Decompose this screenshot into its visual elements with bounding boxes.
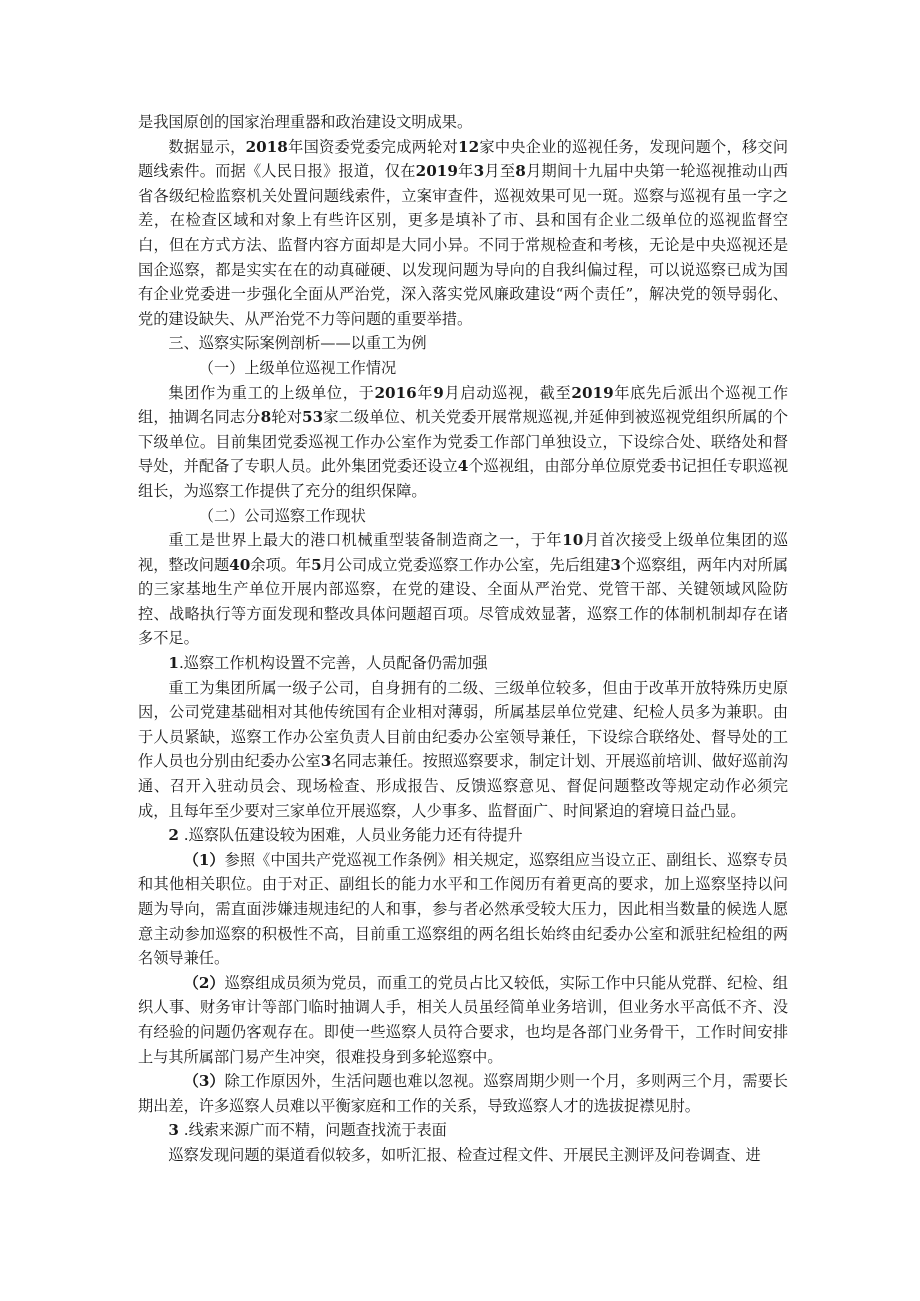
bold-text-run: 53: [302, 408, 324, 427]
item-number: 3: [168, 1121, 179, 1140]
bold-text-run: 8: [260, 408, 272, 427]
item-heading-3: [138, 1118, 788, 1143]
text-run: 年底先后派出个巡视工作组，抽调名同志分: [138, 383, 789, 427]
text-run: 月首次接受上级单位集团的巡视，整改问题: [138, 531, 789, 574]
bold-text-run: 2016: [374, 383, 417, 402]
text-run: 月公司成立党委巡察工作办公室，先后组建: [321, 555, 611, 574]
bold-text-run: （2）: [183, 973, 225, 992]
bold-text-run: 40: [229, 555, 251, 574]
text-run: 家二级单位、机关党委开展常规巡视,并延伸到被巡视党组织所属的个下级单位。目前集团党委巡视工作办公室作为党委工作部门单独设立，下设综合处、联络处和督导处，并配备了专职人员。此外集团党委还设立: [138, 408, 789, 476]
text-run: 余项。年: [250, 555, 312, 574]
text-run: 月期间十九届中央第一轮巡视推动山西省各级纪检监察机关处置问题线索件，立案审查件，巡视效果可见一斑。巡察与巡视有虽一字之差，在检查区域和对象上有些许区别，更多是填补了市、县和国有企业二级单位的巡视监督空白，但在方式方法、监督内容方面却是大同小异。不同于常规检查和考核，无论是中央巡视还是国企巡察，都是实实在在的动真碰硬、以发现问题为导向的自我纠偏过程，可以说巡察已成为国有企业党委进一步强化全面从严治党，深入落实党风廉政建设“两个责任”，解决党的领导弱化、党的建设缺失、从严治党不力等问题的重要举措。: [138, 162, 789, 328]
bold-text-run: 2019: [571, 383, 614, 402]
text-run: 年: [416, 383, 434, 402]
bold-text-run: 5: [311, 555, 322, 574]
bold-text-run: 8: [515, 162, 526, 181]
bold-text-run: 2018: [245, 137, 288, 156]
document-body: [138, 110, 788, 1168]
bold-text-run: 3: [320, 752, 332, 771]
item-heading-text: .线索来源广而不精，问题查找流于表面: [178, 1121, 447, 1140]
text-run: 个巡视组，由部分单位原党委书记担任专职巡视组长，为巡察工作提供了充分的组织保障。: [138, 457, 789, 500]
bold-text-run: 9: [433, 383, 444, 402]
text-run: 重工为集团所属一级子公司，自身拥有的二级、三级单位较多，但由于改革开放特殊历史原因，公司党建基础相对其他传统国有企业相对薄弱，所属基层单位党建、纪检人员多为兼职。由于人员紧缺，巡察工作办公室负责人目前由纪委办公室领导兼任，下设综合联络处、督导处的工作人员也分别由纪委办公室: [138, 678, 788, 771]
paragraph-intro-tail: 是我国原创的国家治理重器和政治建设文明成果。: [138, 113, 473, 131]
subheading-3-1: （一）上级单位巡视工作情况: [198, 358, 397, 377]
text-run: 参照《中国共产党巡视工作条例》相关规定，巡察组应当设立正、副组长、巡察专员和其他相关职位。由于对正、副组长的能力水平和工作阅历有着更高的要求，加上巡察坚持以问题为导向，需直面涉嫌违规违纪的人和事，参与者必然承受较大压力，因此相当数量的候选人愿意主动参加巡察的积极性不高，目前重工巡察组的两名组长始终由纪委办公室和派驻纪检组的两名领导兼任。: [138, 850, 788, 968]
item-heading-text: .巡察工作机构设置不完善，人员配备仍需加强: [178, 654, 488, 673]
bold-text-run: 3: [610, 555, 621, 574]
paragraph-item-3: 巡察发现问题的渠道看似较多，如听汇报、检查过程文件、开展民主测评及问卷调查、进: [168, 1145, 761, 1164]
bold-text-run: 10: [562, 531, 584, 550]
item-number: 2: [168, 826, 179, 845]
text-run: 月至: [484, 162, 516, 181]
paragraph-group-inspection: [138, 381, 788, 504]
item-heading-1: [138, 651, 788, 676]
text-run: 数据显示，: [168, 137, 246, 156]
text-run: 重工是世界上最大的港口机械重型装备制造商之一，于年: [168, 531, 563, 550]
bold-text-run: 12: [458, 137, 480, 156]
text-run: 巡察组成员须为党员，而重工的党员占比又较低，实际工作中只能从党群、纪检、组织人事、财务审计等部门临时抽调人手，相关人员虽经简单业务培训，但业务水平高低不齐、没有经验的问题仍客观存在。即使一些巡察人员符合要求，也均是各部门业务骨干，工作时间安排上与其所属部门易产生冲突，很难投身到多轮巡察中。: [138, 973, 788, 1066]
section-heading-3: 三、巡察实际案例剖析——以重工为例: [168, 334, 427, 353]
text-run: 个巡察组，两年内对所属的三家基地生产单位开展内部巡察，在党的建设、全面从严治党、党管干部、关键领域风险防控、战略执行等方面发现和整改具体问题超百项。尽管成效显著，巡察工作的体制机制却存在诸多不足。: [138, 555, 789, 648]
text-run: 年国资委党委完成两轮对: [287, 137, 459, 156]
paragraph-item-2-1: [138, 848, 788, 971]
paragraph-data: [138, 135, 788, 332]
item-heading-text: .巡察队伍建设较为困难，人员业务能力还有待提升: [178, 826, 523, 845]
bold-text-run: 4: [457, 457, 469, 476]
bold-text-run: 3: [473, 162, 485, 181]
text-run: 轮对: [271, 408, 303, 427]
item-heading-2: [138, 823, 788, 848]
subheading-3-2: （二）公司巡察工作现状: [198, 506, 366, 525]
item-number: 1: [168, 654, 179, 673]
text-run: 月启动巡视，截至: [443, 383, 572, 402]
text-run: 除工作原因外，生活问题也难以忽视。巡察周期少则一个月，多则两三个月，需要长期出差，许多巡察人员难以平衡家庭和工作的关系，导致巡察人才的选拔捉襟见肘。: [138, 1072, 788, 1115]
text-run: 家中央企业的巡视任务，发现问题个，移交问题线索件。而据《人民日报》报道，仅在: [138, 137, 789, 181]
paragraph-item-2-3: [138, 1069, 788, 1118]
paragraph-item-1: [138, 676, 788, 824]
paragraph-item-2-2: [138, 971, 788, 1069]
text-run: 名同志兼任。按照巡察要求，制定计划、开展巡前培训、做好巡前沟通、召开入驻动员会、现场检查、形成报告、反馈巡察意见、督促问题整改等规定动作必须完成，且每年至少要对三家单位开展巡察，人少事多、监督面广、时间紧迫的窘境日益凸显。: [138, 752, 789, 820]
bold-text-run: （1）: [183, 850, 225, 869]
bold-text-run: 2019: [415, 162, 458, 181]
text-run: 年: [457, 162, 474, 181]
paragraph-company-status: [138, 528, 788, 651]
text-run: 集团作为重工的上级单位，于: [168, 383, 375, 402]
bold-text-run: （3）: [183, 1072, 225, 1091]
